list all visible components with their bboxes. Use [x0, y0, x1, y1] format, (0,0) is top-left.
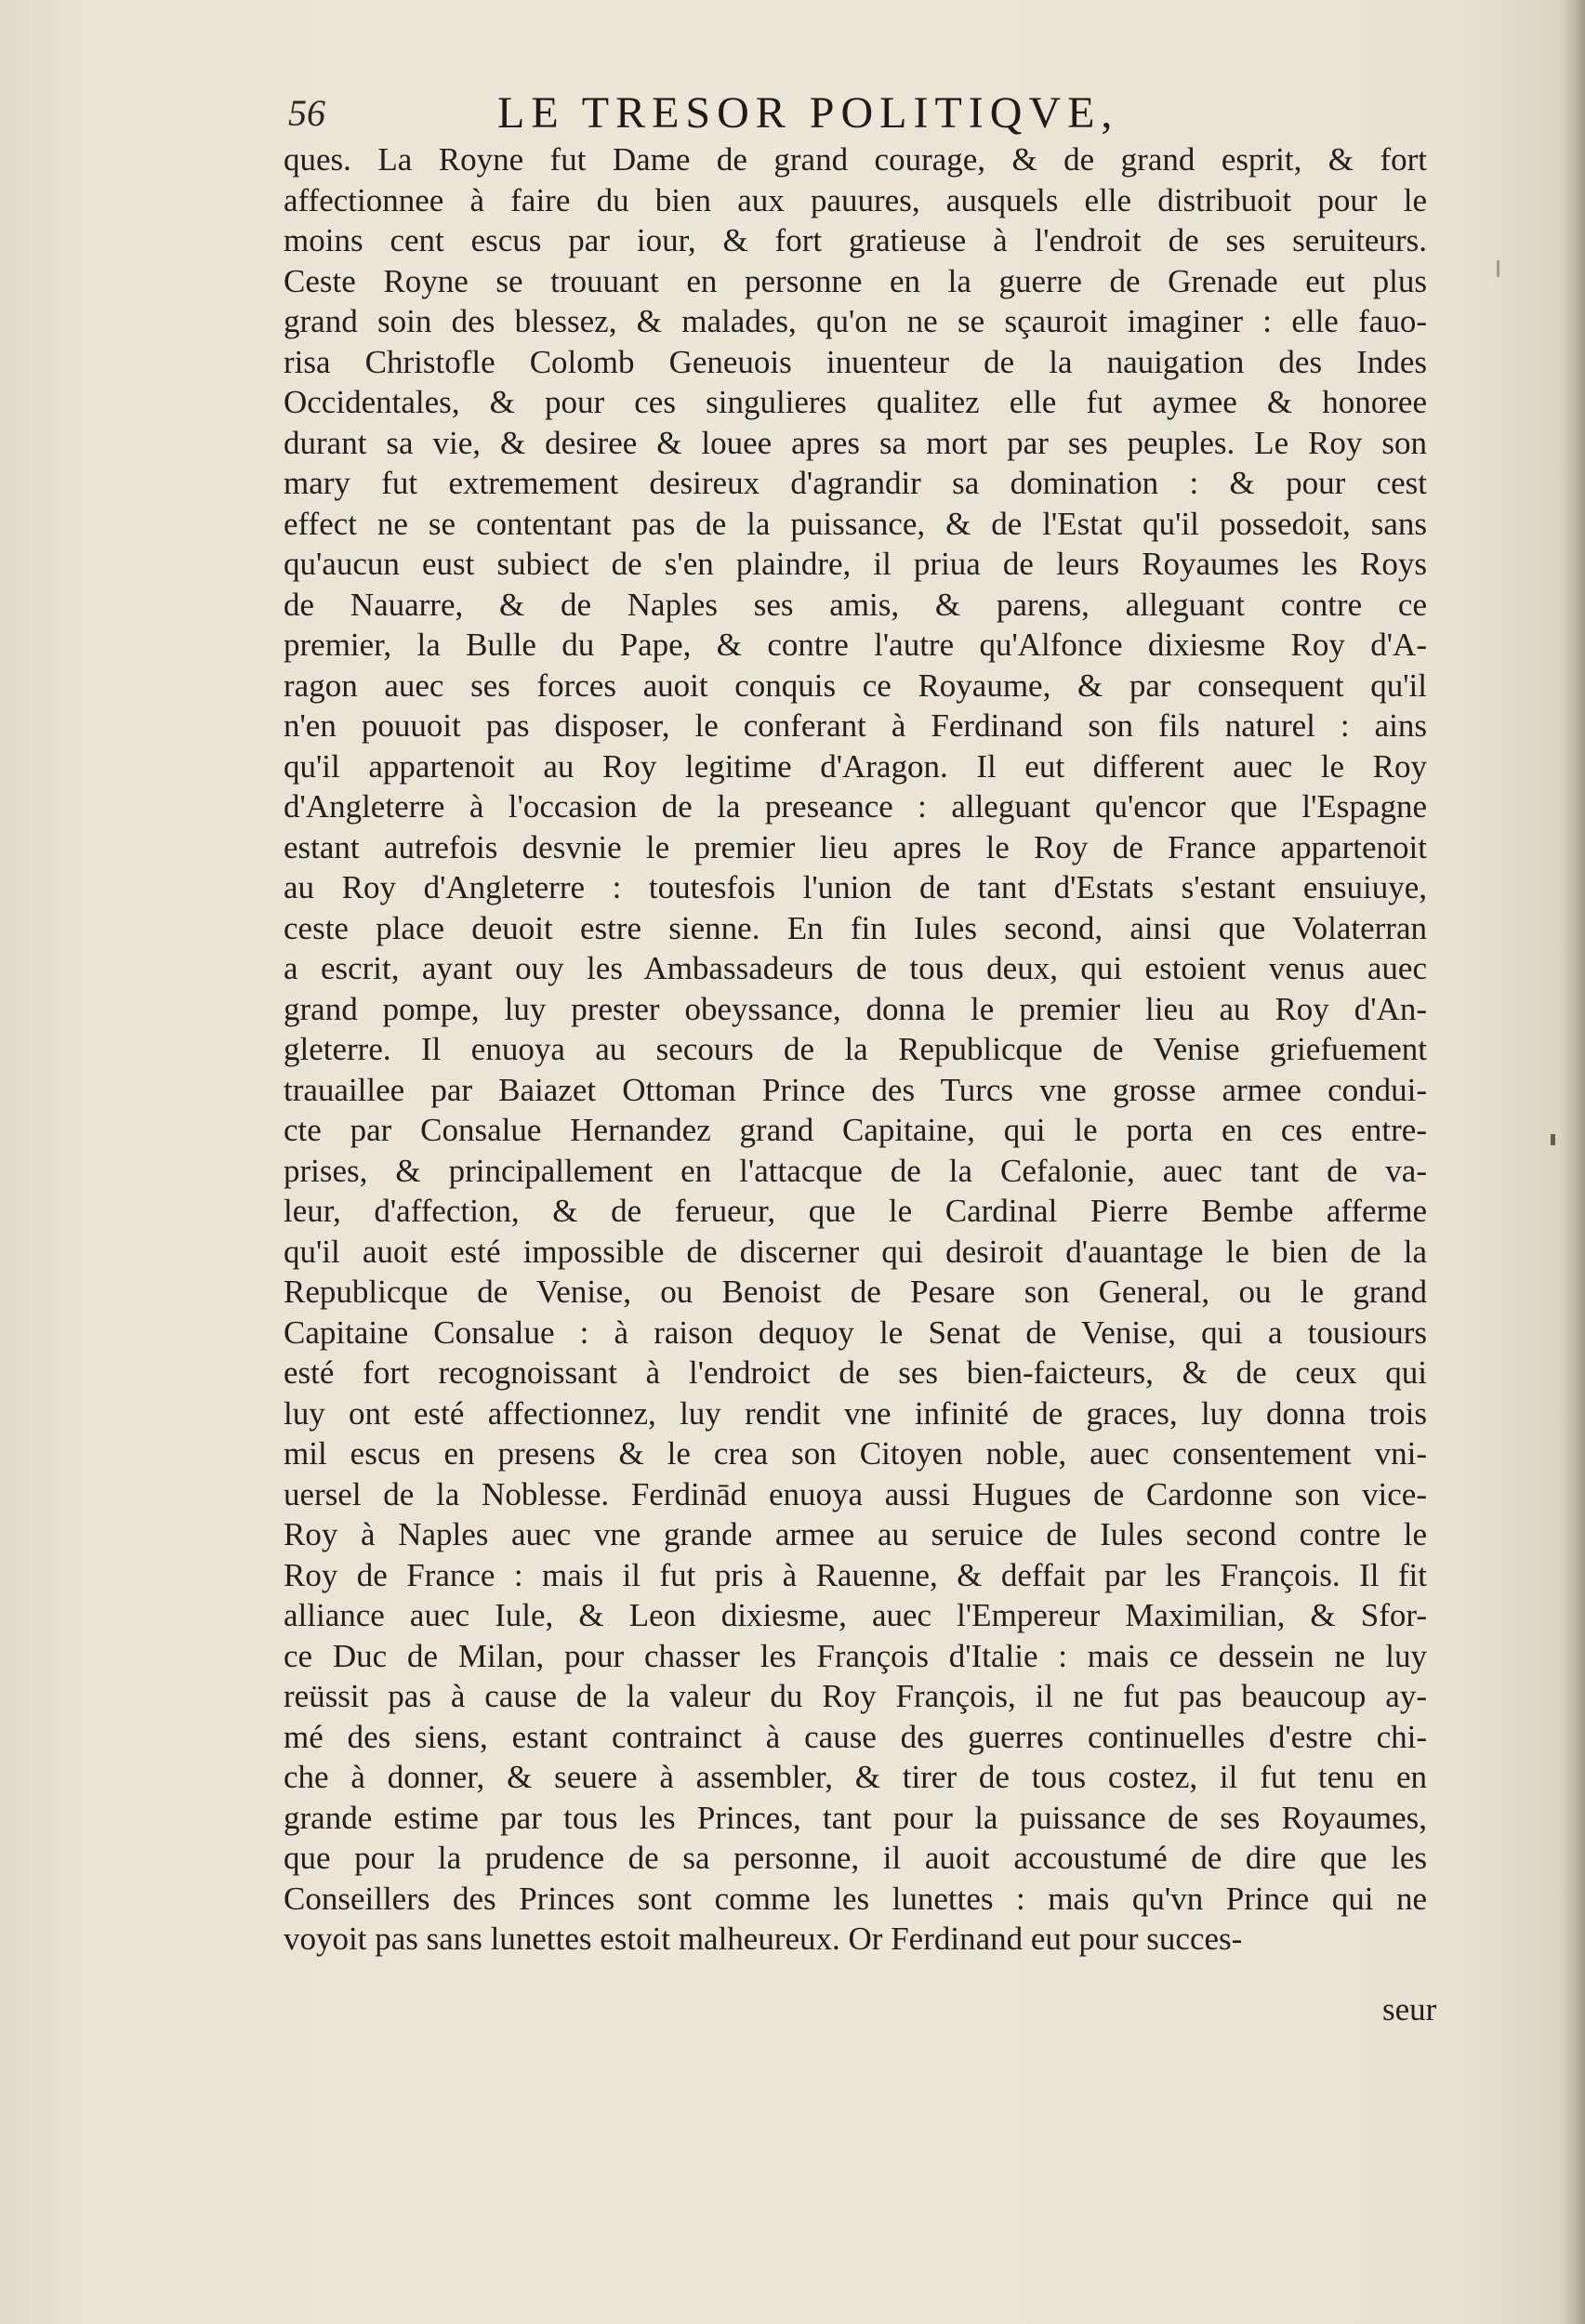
text-line: ragon auec ses forces auoit conquis ce Royaume, & par consequent qu'il [284, 667, 1427, 704]
page-number: 56 [288, 92, 325, 134]
text-line: d'Angleterre à l'occasion de la preseance : alleguant qu'encor que l'Espagne [284, 788, 1427, 825]
text-line: gleterre. Il enuoya au secours de la Republicque de Venise griefuement [284, 1031, 1427, 1067]
text-line: premier, la Bulle du Pape, & contre l'autre qu'Alfonce dixiesme Roy d'A- [284, 627, 1427, 663]
text-line: Roy de France : mais il fut pris à Rauenne, & deffait par les François. Il fit [284, 1556, 1427, 1593]
text-line: qu'il appartenoit au Roy legitime d'Aragon. Il eut different auec le Roy [284, 747, 1427, 785]
text-line: ques. La Royne fut Dame de grand courage, & de grand esprit, & fort [284, 141, 1427, 178]
text-line: grand soin des blessez, & malades, qu'on ne se sçauroit imaginer : elle fauo- [284, 303, 1427, 339]
text-line: reüssit pas à cause de la valeur du Roy François, il ne fut pas beaucoup ay- [284, 1678, 1427, 1714]
text-line: che à donner, & seuere à assembler, & tirer de tous costez, il fut tenu en [284, 1759, 1427, 1795]
text-line: trauaillee par Baiazet Ottoman Prince des Turcs vne grosse armee condui- [284, 1071, 1427, 1108]
text-line: que pour la prudence de sa personne, il auoit accoustumé de dire que les [284, 1840, 1427, 1876]
text-line: au Roy d'Angleterre : toutesfois l'union de tant d'Estats s'estant ensuiuye, [284, 869, 1427, 905]
text-line: risa Christofle Colomb Geneuois inuenteur de la nauigation des Indes [284, 343, 1427, 380]
text-line: ceste place deuoit estre sienne. En fin Iules second, ainsi que Volaterran [284, 909, 1427, 946]
text-line: Roy à Naples auec vne grande armee au seruice de Iules second contre le [284, 1516, 1427, 1552]
text-line: grande estime par tous les Princes, tant pour la puissance de ses Royaumes, [284, 1799, 1427, 1836]
text-line: voyoit pas sans lunettes estoit malheureux. Or Ferdinand eut pour succes- [284, 1921, 1243, 1957]
text-line: estant autrefois desvnie le premier lieu apres le Roy de France appartenoit [284, 828, 1427, 865]
text-line: mary fut extremement desireux d'agrandir sa domination : & pour cest [284, 465, 1427, 501]
running-title: LE TRESOR POLITIQVE, [497, 88, 1119, 138]
margin-mark [1551, 1134, 1555, 1145]
text-line: de Nauarre, & de Naples ses amis, & parens, alleguant contre ce [284, 586, 1427, 623]
body-text [284, 139, 1427, 1960]
text-line: Occidentales, & pour ces singulieres qualitez elle fut aymee & honoree [284, 384, 1427, 420]
catchword: seur [1382, 1991, 1437, 2027]
text-line: prises, & principallement en l'attacque de la Cefalonie, auec tant de va- [284, 1152, 1427, 1189]
text-line: affectionnee à faire du bien aux pauures, ausquels elle distribuoit pour le [284, 181, 1427, 218]
text-line: cte par Consalue Hernandez grand Capitaine, qui le porta en ces entre- [284, 1112, 1427, 1148]
text-line: mil escus en presens & le crea son Citoyen noble, auec consentement vni- [284, 1435, 1427, 1472]
text-line: qu'aucun eust subiect de s'en plaindre, il priua de leurs Royaumes les Roys [284, 546, 1427, 582]
text-line: ce Duc de Milan, pour chasser les François d'Italie : mais ce dessein ne luy [284, 1637, 1427, 1674]
text-line: n'en pouuoit pas disposer, le conferant à Ferdinand son fils naturel : ains [284, 707, 1427, 744]
margin-mark [1497, 260, 1499, 277]
text-line: Capitaine Consalue : à raison dequoy le Senat de Venise, qui a tousiours [284, 1314, 1427, 1351]
text-line: uersel de la Noblesse. Ferdinād enuoya aussi Hugues de Cardonne son vice- [284, 1475, 1427, 1512]
text-line: alliance auec Iule, & Leon dixiesme, auec l'Empereur Maximilian, & Sfor- [284, 1597, 1427, 1633]
text-line: a escrit, ayant ouy les Ambassadeurs de tous deux, qui estoient venus auec [284, 950, 1427, 986]
text-line: esté fort recognoissant à l'endroict de ses bien-faicteurs, & de ceux qui [284, 1354, 1427, 1391]
running-head [288, 86, 1311, 141]
page-gutter-shadow [1559, 0, 1585, 2324]
text-line: Republicque de Venise, ou Benoist de Pesare son General, ou le grand [284, 1274, 1427, 1310]
text-line: effect ne se contentant pas de la puissance, & de l'Estat qu'il possedoit, sans [284, 505, 1427, 542]
text-line: durant sa vie, & desiree & louee apres sa mort par ses peuples. Le Roy son [284, 424, 1427, 461]
text-line: Ceste Royne se trouuant en personne en la guerre de Grenade eut plus [284, 262, 1427, 299]
text-line: Conseillers des Princes sont comme les lunettes : mais qu'vn Prince qui ne [284, 1880, 1427, 1917]
text-line: luy ont esté affectionnez, luy rendit vne infinité de graces, luy donna trois [284, 1394, 1427, 1432]
text-line: leur, d'affection, & de ferueur, que le Cardinal Pierre Bembe afferme [284, 1193, 1427, 1229]
text-line: moins cent escus par iour, & fort gratieuse à l'endroit de ses seruiteurs. [284, 222, 1427, 258]
text-line: grand pompe, luy prester obeyssance, donna le premier lieu au Roy d'An- [284, 990, 1427, 1027]
text-line: qu'il auoit esté impossible de discerner qui desiroit d'auantage le bien de la [284, 1233, 1427, 1270]
text-line: mé des siens, estant contrainct à cause des guerres continuelles d'estre chi- [284, 1718, 1427, 1755]
